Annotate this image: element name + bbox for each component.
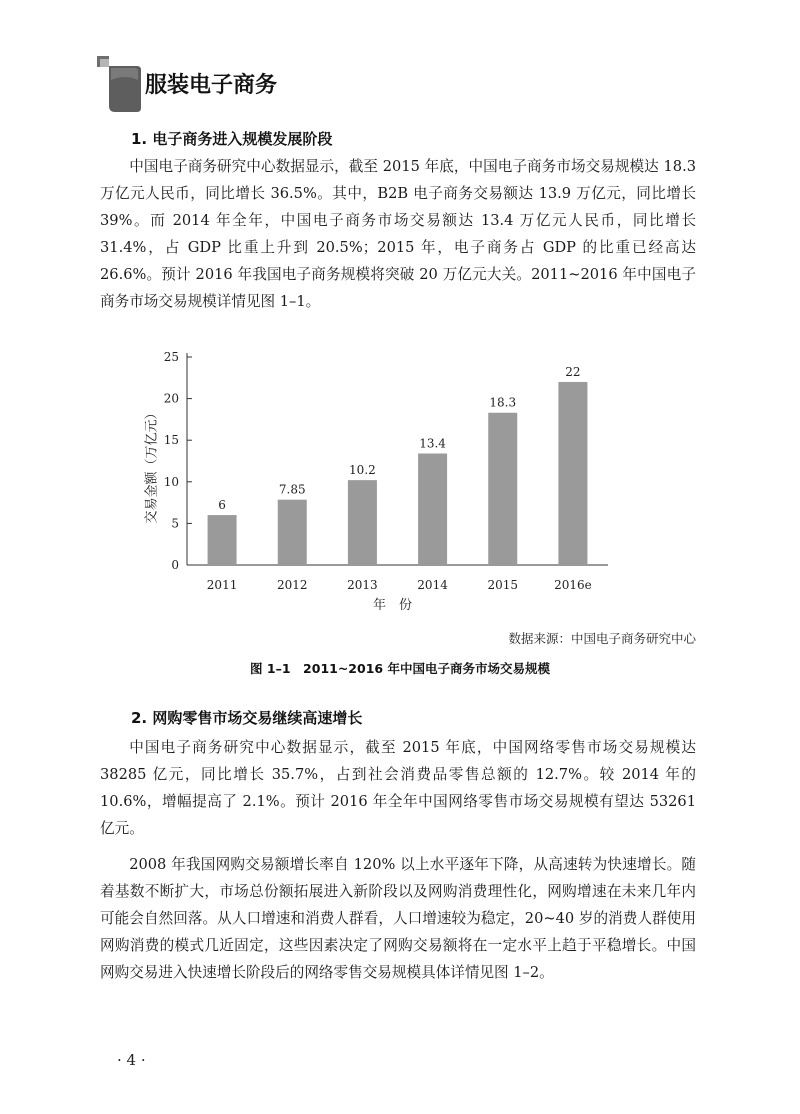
x-axis-label: 年 份 <box>372 598 413 613</box>
bar-2011 <box>208 515 237 565</box>
page-number: · 4 · <box>117 1051 146 1069</box>
y-tick-label: 20 <box>163 391 179 406</box>
figure-caption: 图 1–1 2011~2016 年中国电子商务市场交易规模 <box>250 661 550 676</box>
y-tick-label: 0 <box>171 558 179 572</box>
x-tick-label: 2015 <box>487 578 519 592</box>
section-2-paragraph-1: 中国电子商务研究中心数据显示，截至 2015 年底，中国网络零售市场交易规模达 38285 亿元，同比增长 35.7%，占到社会消费品零售总额的 12.7%。较 2014 年的 10.6%，增幅提高了 2.1%。预计 2016 年全年中国网络零售市场交易规模有望达 53261 亿元。 <box>100 739 696 837</box>
bar-value-label: 7.85 <box>278 482 306 497</box>
x-tick-label: 2013 <box>347 578 378 592</box>
bar-2012 <box>278 500 307 565</box>
section-heading-1: 1. 电子商务进入规模发展阶段 <box>131 130 333 148</box>
y-tick-label: 15 <box>163 433 179 448</box>
bar-2014 <box>418 454 447 565</box>
section-2-paragraph-2: 2008 年我国网购交易额增长率自 120% 以上水平逐年下降，从高速转为快速增长。随着基数不断扩大，市场总份额拓展进入新阶段以及网购消费理性化，网购增速在未来几年内可能会自然回落。从人口增速和消费人群看，人口增速较为稳定，20~40 岁的消费人群使用网购消费的模式几近固定，这些因素决定了网购交易额将在一定水平上趋于平稳增长。中国网购交易进入快速增长阶段后的网络零售交易规模具体详情见图 1–2。 <box>100 856 696 981</box>
bar-value-label: 18.3 <box>489 395 517 410</box>
section-1-paragraph: 中国电子商务研究中心数据显示，截至 2015 年底，中国电子商务市场交易规模达 18.3 万亿元人民币，同比增长 36.5%。其中，B2B 电子商务交易额达 13.9 万亿元，同比增长 39%。而 2014 年全年，中国电子商务市场交易额达 13.4 万亿元人民币，同比增长 31.4%，占 GDP 比重上升到 20.5%；2015 年，电子商务占 GDP 的比重已经高达 26.6%。预计 2016 年我国电子商务规模将突破 20 万亿元大关。2011~2016 年中国电子商务市场交易规模详情见图 1–1。 <box>100 158 696 310</box>
section-heading-2: 2. 网购零售市场交易继续高速增长 <box>131 709 363 727</box>
bar-2013 <box>348 480 377 565</box>
x-tick-label: 2014 <box>417 578 448 592</box>
chapter-title: 服装电子商务 <box>145 73 278 98</box>
y-axis-label: 交易金额（万亿元） <box>144 406 160 524</box>
bar-2015 <box>488 413 517 565</box>
y-tick-label: 25 <box>163 350 179 364</box>
x-tick-label: 2016e <box>554 578 592 592</box>
bar-chart <box>140 340 660 620</box>
bar-chart-svg <box>140 340 660 620</box>
bar-value-label: 13.4 <box>419 436 446 451</box>
x-tick-label: 2011 <box>206 578 238 592</box>
bar-value-label: 22 <box>565 364 581 379</box>
x-tick-label: 2012 <box>276 578 308 592</box>
bar-2016e <box>558 382 587 565</box>
y-tick-label: 10 <box>163 474 179 489</box>
data-source: 数据来源：中国电子商务研究中心 <box>508 631 696 646</box>
y-tick-label: 5 <box>171 516 179 531</box>
bar-value-label: 10.2 <box>349 463 376 478</box>
bar-value-label: 6 <box>218 498 226 513</box>
